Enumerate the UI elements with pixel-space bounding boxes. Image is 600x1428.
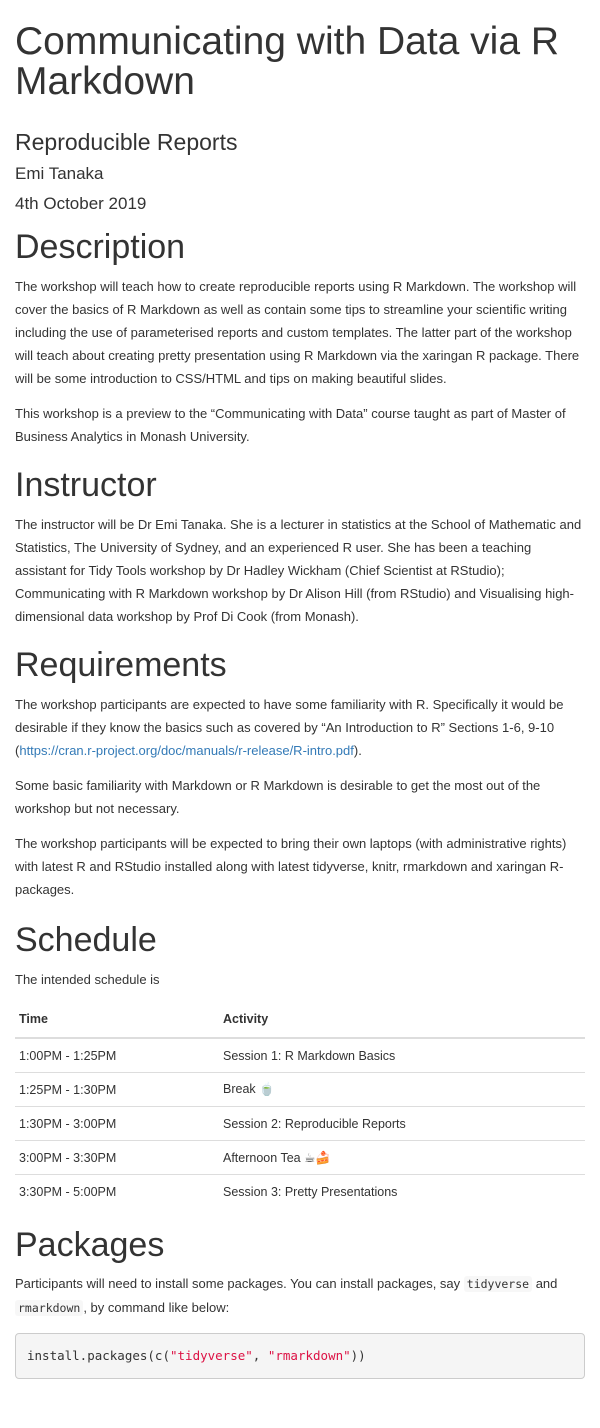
schedule-time: 3:30PM - 5:00PM [15, 1175, 219, 1209]
page-title: Communicating with Data via R Markdown [15, 20, 560, 103]
table-row [15, 1175, 585, 1209]
schedule-intro: The intended schedule is [15, 972, 160, 987]
table-row [15, 1107, 585, 1141]
inline-code-tidyverse: tidyverse [464, 1276, 532, 1292]
packages-text-mid: and [532, 1276, 558, 1291]
page [15, 0, 585, 1379]
schedule-activity: Afternoon Tea ☕🍰 [219, 1141, 585, 1175]
schedule-activity: Session 2: Reproducible Reports [219, 1107, 585, 1141]
code-block[interactable] [15, 1333, 585, 1379]
table-row [15, 1141, 585, 1175]
inline-code-rmarkdown: rmarkdown [15, 1300, 83, 1316]
schedule-time: 1:30PM - 3:00PM [15, 1107, 219, 1141]
packages-text-end: , by command like below: [83, 1300, 230, 1315]
packages-text: Participants will need to install some packages. You can install packages, say [15, 1276, 464, 1291]
schedule-activity: Break 🍵 [219, 1073, 585, 1107]
table-row [15, 1038, 585, 1073]
schedule-time: 1:00PM - 1:25PM [15, 1038, 219, 1073]
section-heading-packages: Packages [15, 1226, 165, 1264]
description-paragraph-2: This workshop is a preview to the “Communicating with Data” course taught as part of Master of Business Analytics in Monash University. [15, 406, 566, 444]
description-paragraph-1: The workshop will teach how to create reproducible reports using R Markdown. The workshop will cover the basics of R Markdown as well as contain some tips to streamline your scientific writing including the use of parameterised reports and custom templates. The latter part of the workshop will teach about creating pretty presentation using R Markdown via the xaringan R package. There will be some introduction to CSS/HTML and tips on making beautiful slides. [15, 279, 580, 386]
instructor-paragraph: The instructor will be Dr Emi Tanaka. She is a lecturer in statistics at the School of Mathematic and Statistics, The University of Sydney, and an experienced R user. She has been a teaching assistant for Tidy Tools workshop by Dr Hadley Wickham (Chief Scientist at RStudio); Communicating with R Markdown workshop by Dr Alison Hill (from RStudio) and Visualising high-dimensional data workshop by Prof Di Cook (from Monash). [15, 517, 582, 624]
schedule-activity: Session 1: R Markdown Basics [219, 1038, 585, 1073]
section-heading-description: Description [15, 228, 186, 266]
column-header-time: Time [15, 1001, 219, 1038]
requirements-paragraph-2: Some basic familiarity with Markdown or R Markdown is desirable to get the most out of the workshop but not necessary. [15, 778, 541, 816]
requirements-text-end: ). [353, 743, 362, 758]
schedule-activity: Session 3: Pretty Presentations [219, 1175, 585, 1209]
schedule-time: 1:25PM - 1:30PM [15, 1073, 219, 1107]
requirements-paragraph-1 [15, 693, 585, 762]
requirements-paragraph-3: The workshop participants will be expected to bring their own laptops (with administrative rights) with latest R and RStudio installed along with latest tidyverse, knitr, rmarkdown and xaringan R-packages. [15, 836, 567, 897]
code-close: )) [350, 1348, 366, 1363]
code-string-rmarkdown: "rmarkdown" [267, 1348, 351, 1363]
requirements-text: The workshop participants are expected to have some familiarity with R. Specifically it would be desirable if they know the basics such as covered by “An Introduction to R” Sections 1-6, 9-10 ( [15, 697, 564, 758]
page-subtitle: Reproducible Reports [15, 129, 238, 155]
table-header-row [15, 1001, 585, 1038]
section-heading-requirements: Requirements [15, 646, 227, 684]
code-separator: , [252, 1348, 268, 1363]
section-heading-schedule: Schedule [15, 921, 157, 959]
schedule-time: 3:00PM - 3:30PM [15, 1141, 219, 1175]
author: Emi Tanaka [15, 164, 104, 183]
r-intro-link[interactable]: https://cran.r-project.org/doc/manuals/r-release/R-intro.pdf [19, 743, 354, 758]
packages-paragraph [15, 1272, 585, 1320]
column-header-activity: Activity [219, 1001, 585, 1038]
code-string-tidyverse: "tidyverse" [170, 1348, 253, 1363]
date: 4th October 2019 [15, 194, 147, 213]
section-heading-instructor: Instructor [15, 466, 157, 504]
code-function: install.packages(c( [27, 1348, 170, 1363]
table-row [15, 1073, 585, 1107]
schedule-table [15, 1001, 585, 1208]
